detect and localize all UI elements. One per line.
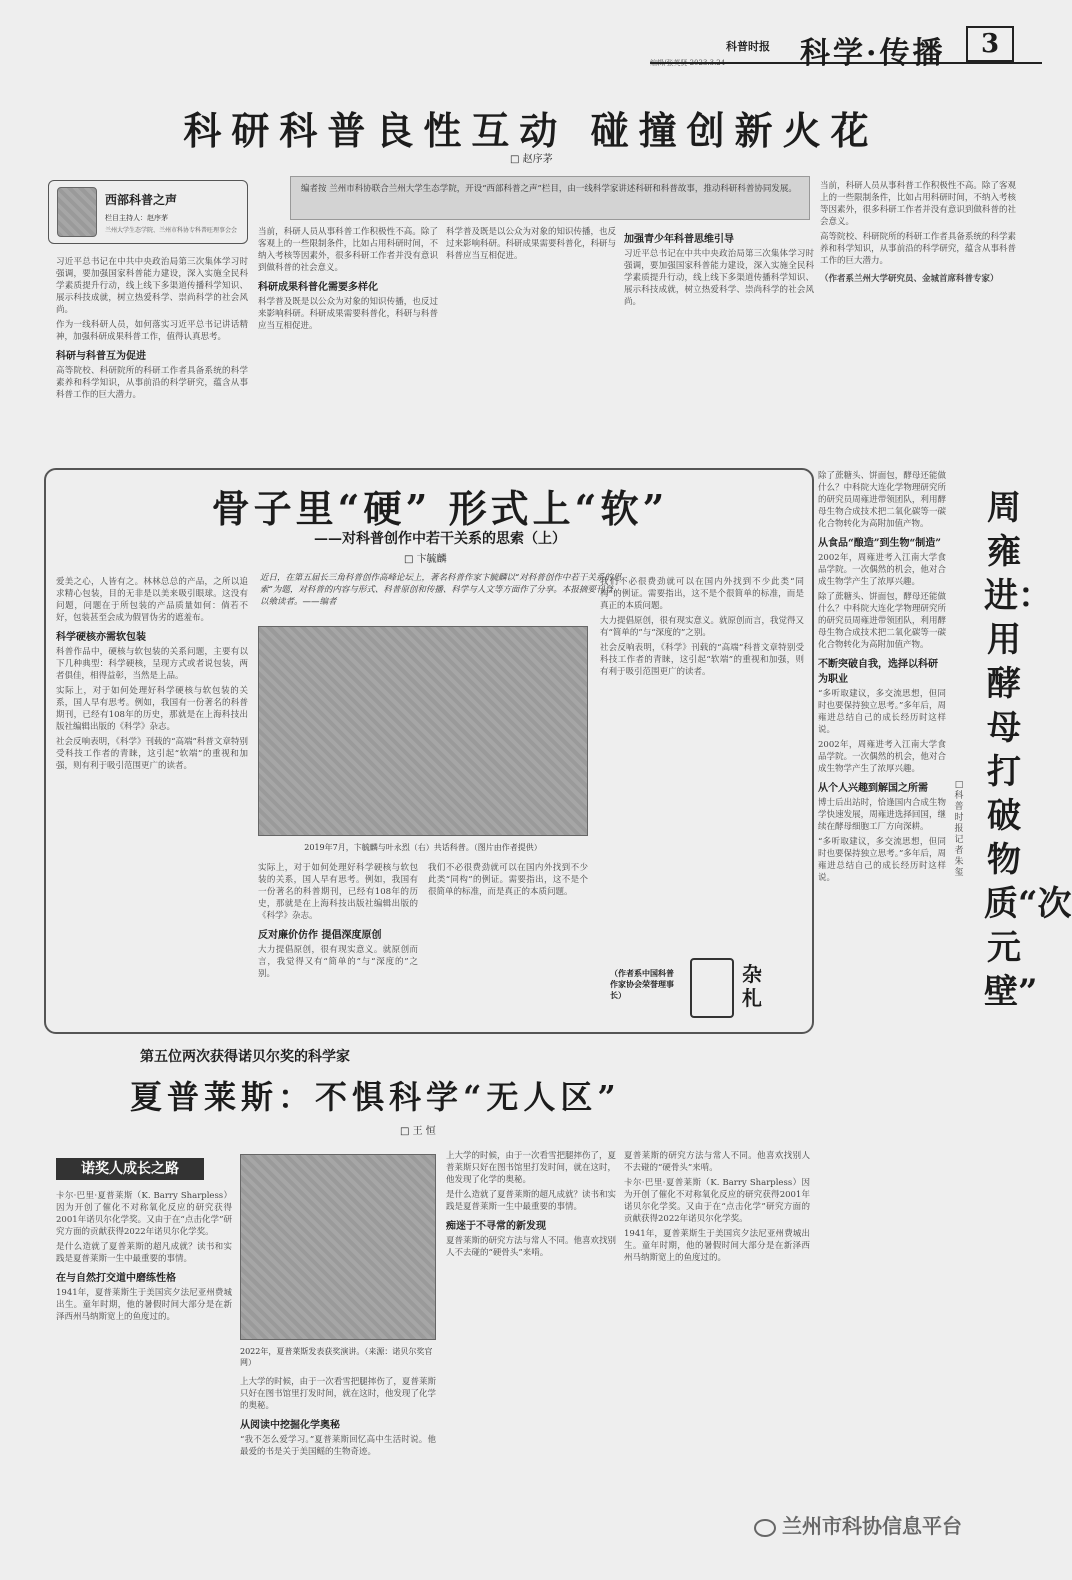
article1-paragraph: 习近平总书记在中共中央政治局第三次集体学习时强调，要加强国家科普能力建设，深入实施全民科学素质提升行动，线上线下多渠道传播科学知识、展示科技成就，树立热爱科学、崇尚科学的社会风尚。 [56, 257, 248, 315]
article2-photo-caption: 2019年7月，卞毓麟与叶永烈（右）共话科普。（图片由作者提供） [304, 843, 542, 852]
article1-paragraph: 作为一线科研人员，如何落实习近平总书记讲话精神，加强科研成果科普工作，值得认真思考。 [56, 320, 248, 342]
column-tag: 杂札 [742, 962, 762, 1010]
watermark [754, 1510, 962, 1539]
article3-byline: □ 科普时报记者 朱 玺 [954, 780, 964, 878]
article3-subhead: 从食品“酿造”到生物“制造” [818, 538, 942, 549]
article3-paragraph: 2002年，周雍进考入江南大学食品学院。一次偶然的机会，他对合成生物学产生了浓厚兴趣。 [818, 553, 946, 587]
article4-title: 夏普莱斯：不惧科学“无人区” [130, 1078, 621, 1116]
article3-subhead: 不断突破自我，选择以科研为职业 [818, 659, 938, 685]
article4-paragraph: “我不怎么爱学习。”夏普莱斯回忆高中生活时说。他最爱的书是关于美国鳐的生物奇迹。 [240, 1435, 436, 1457]
article3-paragraph: 博士后出站时，恰逢国内合成生物学快速发展，周雍进选择回国，继续在酵母细胞工厂方向深耕。 [818, 798, 946, 832]
article4-subhead: 在与自然打交道中磨练性格 [56, 1273, 176, 1284]
article1-col5 [820, 180, 1016, 450]
article3-paragraph: 除了蔗糖头、饼面包，酵母还能做什么？中科院大连化学物理研究所的研究员周雍进带领团队，利用酵母生物合成技术把二氧化碳等一碳化合物转化为高附加值产物。 [818, 471, 946, 529]
article2-paragraph: 我们不必很费劲就可以在国内外找到不少此类“同构”的例证。需要指出，这不是个很简单的标准，而是真正的本质问题。 [428, 863, 588, 897]
column-label: 西部科普之声 [105, 193, 178, 207]
article4-paragraph: 卡尔·巴里·夏普莱斯（K. Barry Sharpless）因为开创了催化不对称氧化反应的研究获得2001年诺贝尔化学奖。又由于在“点击化学”研究方面的贡献获得2022年诺贝尔化学奖。 [624, 1178, 810, 1224]
article2-col2 [258, 862, 418, 1022]
article1-byline: □ 赵序茅 [510, 154, 553, 165]
article2-paragraph: 大力提倡原创，很有现实意义。就原创而言，我觉得又有“简单的”与“深度的”之别。 [258, 945, 418, 979]
article2-subtitle: ——对科普创作中若干关系的思索（上） [314, 531, 566, 547]
article2-author-note: （作者系中国科普作家协会荣誉理事长） [610, 968, 674, 1000]
page-number: 3 [966, 26, 1014, 62]
wechat-icon [754, 1519, 776, 1537]
article3-text [818, 470, 946, 1510]
article1-paragraph: 习近平总书记在中共中央政治局第三次集体学习时强调，要加强国家科普能力建设，深入实施全民科学素质提升行动，线上线下多渠道传播科学知识、展示科技成就，树立热爱科学、崇尚科学的社会风尚。 [624, 249, 814, 307]
article4-paragraph: 夏普莱斯的研究方法与常人不同。他喜欢找别人不去碰的“硬骨头”来啃。 [446, 1236, 617, 1258]
article4-subhead: 痴迷于不寻常的新发现 [446, 1221, 546, 1232]
article4-paragraph: 卡尔·巴里·夏普莱斯（K. Barry Sharpless）因为开创了催化不对称氧化反应的研究获得2001年诺贝尔化学奖。又由于在“点击化学”研究方面的贡献获得2022年诺贝尔化学奖。 [56, 1191, 232, 1237]
article4-col4 [624, 1150, 810, 1490]
article4-col1 [56, 1190, 232, 1520]
article3-paragraph: “多听取建议，多交流思想，但同时也要保持独立思考。”多年后，周雍进总结自己的成长经历时这样说。 [818, 837, 946, 883]
column-affiliation: 兰州大学生态学院、兰州市科协专科普旺理事会会 [105, 227, 238, 234]
publication-name: 科普时报 [726, 40, 770, 53]
article1-col1 [56, 256, 248, 444]
article1-paragraph: 高等院校、科研院所的科研工作者具备系统的科学素养和科学知识，从事前沿的科学研究，蕴含从事科普工作的巨大潜力。 [820, 232, 1016, 266]
article1-paragraph: 科学普及既是以公众为对象的知识传播，也反过来影响科研。科研成果需要科普化，科研与科普应当互相促进。 [446, 227, 617, 261]
article1-col3 [446, 226, 616, 444]
article1-paragraph: 当前，科研人员从事科普工作积极性不高。除了客观上的一些限制条件，比如占用科研时间，不纳入考核等因素外，很多科研工作者并没有意识到做科普的社会意义。 [820, 181, 1016, 227]
article2-paragraph: 实际上，对于如何处理好科学硬核与软包装的关系，国人早有思考。例如，我国有一份著名的科普期刊，已经有108年的历史，那就是在上海科技出版社编辑出版的《科学》杂志。 [56, 686, 248, 732]
article1-subhead: 科研成果科普化需要多样化 [258, 282, 378, 293]
article4-subhead: 从阅读中挖掘化学奥秘 [240, 1420, 340, 1431]
article2-title: 骨子里“硬” 形式上“软” [211, 486, 669, 531]
section-title: 科学·传播 [800, 36, 946, 71]
masthead [0, 0, 1062, 72]
article2-subhead: 科学硬核亦需软包装 [56, 632, 146, 643]
article2-col3 [428, 862, 588, 1022]
article4-byline: □ 王 恒 [400, 1126, 436, 1137]
article4-paragraph: 上大学的时候，由于一次看雪把腿摔伤了，夏普莱斯只好在图书馆里打发时间，就在这时，他发现了化学的奥秘。 [446, 1151, 617, 1185]
article2-paragraph: 实际上，对于如何处理好科学硬核与软包装的关系，国人早有思考。例如，我国有一份著名的科普期刊，已经有108年的历史，那就是在上海科技出版社编辑出版的《科学》杂志。 [258, 863, 418, 921]
article1-paragraph: 高等院校、科研院所的科研工作者具备系统的科学素养和科学知识，从事前沿的科学研究，蕴含从事科普工作的巨大潜力。 [56, 366, 248, 400]
article4-col3 [446, 1150, 616, 1520]
article1-subhead: 科研与科普互为促进 [56, 351, 146, 362]
article4-photo-caption: 2022年，夏普莱斯发表获奖演讲。（来源：诺贝尔奖官网） [240, 1347, 433, 1367]
article2-col1 [56, 576, 248, 1026]
article4-paragraph: 是什么造就了夏普莱斯的超凡成就？读书和实践是夏普莱斯一生中最重要的事情。 [56, 1242, 232, 1264]
article4-paragraph: 上大学的时候，由于一次看雪把腿摔伤了，夏普莱斯只好在图书馆里打发时间，就在这时，他发现了化学的奥秘。 [240, 1377, 436, 1411]
article1-paragraph: 科学普及既是以公众为对象的知识传播，也反过来影响科研。科研成果需要科普化，科研与科普应当互相促进。 [258, 297, 438, 331]
article3-paragraph: “多听取建议，多交流思想，但同时也要保持独立思考。”多年后，周雍进总结自己的成长经历时这样说。 [818, 689, 946, 735]
article2-paragraph: 爱美之心，人皆有之。林林总总的产品，之所以追求精心包装，目的无非是以美来吸引眼球。这没有问题，问题在于所包装的产品质量如何：倘若不好，包装甚至会成为假冒伪劣的遮羞布。 [56, 577, 248, 623]
article4-paragraph: 是什么造就了夏普莱斯的超凡成就？读书和实践是夏普莱斯一生中最重要的事情。 [446, 1190, 617, 1212]
article4-paragraph: 1941年，夏普莱斯生于美国宾夕法尼亚州费城出生。童年时期，他的暑假时间大部分是在新泽西州马纳斯宽上的鱼度过的。 [56, 1288, 232, 1322]
author-avatar [57, 187, 97, 237]
article2-subhead: 反对廉价仿作 提倡深度原创 [258, 930, 382, 941]
article4-col2 [240, 1376, 436, 1520]
article3-paragraph: 除了蔗糖头、饼面包，酵母还能做什么？中科院大连化学物理研究所的研究员周雍进带领团队，利用酵母生物合成技术把二氧化碳等一碳化合物转化为高附加值产物。 [818, 592, 946, 650]
article2-paragraph: 我们不必很费劲就可以在国内外找到不少此类“同构”的例证。需要指出，这不是个很简单的标准，而是真正的本质问题。 [600, 577, 804, 611]
column-host: 栏目主持人：赵序茅 [105, 214, 168, 222]
article2-paragraph: 科普作品中，硬核与软包装的关系问题，主要有以下几种典型：科学硬核，呈现方式或者说包装，两者俱佳，相得益彰，当然是上品。 [56, 647, 248, 681]
article3-paragraph: 2002年，周雍进考入江南大学食品学院。一次偶然的机会，他对合成生物学产生了浓厚兴趣。 [818, 740, 946, 774]
article2-paragraph: 大力提倡原创，很有现实意义。就原创而言，我觉得又有“简单的”与“深度的”之别。 [600, 616, 805, 638]
article1-col4 [624, 226, 814, 444]
column-box [48, 180, 248, 244]
article2-editor-note: 近日，在第五届长三角科普创作高峰论坛上，著名科普作家卞毓麟以“对科普创作中若干关系的思索”为题，对科普的内容与形式、科普原创和传播、科学与人文等方面作了分享。本报摘要刊登，以飨读者。——编者 [260, 573, 622, 607]
article1-editor-note: 编者按 兰州市科协联合兰州大学生态学院，开设“西部科普之声”栏目，由一线科学家讲述科研和科普故事，推动科研科普协同发展。 [290, 176, 810, 220]
article2-paragraph: 社会反响表明，《科学》刊载的“高端”科普文章特别受科技工作者的青睐，这引起“软端”的重视和加强，则有利于吸引范围更广的读者。 [600, 643, 804, 677]
article2-col4 [600, 576, 804, 956]
article1-subhead: 加强青少年科普思维引导 [624, 234, 734, 245]
article1-col2 [258, 226, 438, 444]
column-seal-stamp [690, 958, 734, 1018]
article3-title: 周雍进：用酵母打破物质“次元壁” [984, 488, 1072, 1012]
article4-photo [240, 1154, 436, 1340]
article4-paragraph: 夏普莱斯的研究方法与常人不同。他喜欢找别人不去碰的“硬骨头”来啃。 [624, 1151, 810, 1173]
article1-paragraph: 当前，科研人员从事科普工作积极性不高。除了客观上的一些限制条件，比如占用科研时间，不纳入考核等因素外，很多科研工作者并没有意识到做科普的社会意义。 [258, 227, 438, 273]
article2-photo [258, 626, 588, 836]
article1-title: 科研科普良性互动 碰撞创新火花 [183, 108, 879, 153]
watermark-text: 兰州市科协信息平台 [782, 1514, 962, 1538]
article1-author-note: （作者系兰州大学研究员、金城首席科普专家） [820, 274, 999, 284]
article3-subhead: 从个人兴趣到解国之所需 [818, 783, 928, 794]
article4-kicker: 第五位两次获得诺贝尔奖的科学家 [140, 1049, 350, 1065]
article4-paragraph: 1941年，夏普莱斯生于美国宾夕法尼亚州费城出生。童年时期，他的暑假时间大部分是在新泽西州马纳斯宽上的鱼度过的。 [624, 1229, 810, 1263]
article4-tag: 诺奖人成长之路 [56, 1158, 204, 1180]
article2-paragraph: 社会反响表明，《科学》刊载的“高端”科普文章特别受科技工作者的青睐，这引起“软端”的重视和加强，则有利于吸引范围更广的读者。 [56, 737, 248, 771]
article2-byline: □ 卞毓麟 [404, 554, 447, 565]
